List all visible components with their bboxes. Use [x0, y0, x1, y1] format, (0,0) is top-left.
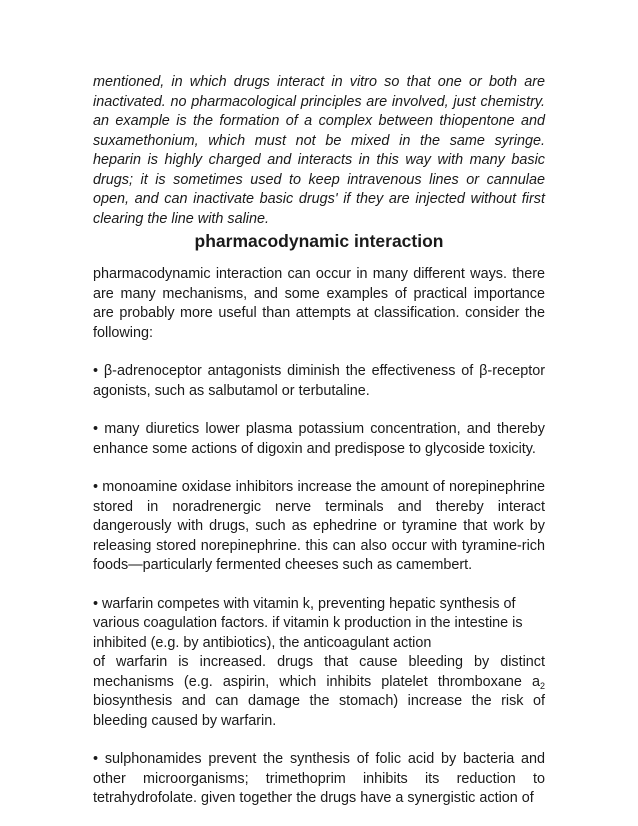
bullet-monoamine-oxidase: • monoamine oxidase inhibitors increase the amount of norepinephrine stored in noradrenergic nerve terminals and thereby interact dangerously with drugs, such as ephedrine or tyramine that work by releasing stored norepinephrine. this can also occur with tyramine-rich foods—particularly fermented cheeses such as camembert. [93, 479, 545, 573]
intro-paragraph: mentioned, in which drugs interact in vitro so that one or both are inactivated. no pharmacological principles are involved, just chemistry. an example is the formation of a complex between thiopentone and suxamethonium, which must not be mixed in the same syringe. heparin is highly charged and interacts in this way with many basic drugs; it is sometimes used to keep intravenous lines or cannulae open, and can inactivate basic drugs' if they are injected without first clearing the line with saline. [93, 74, 545, 227]
warfarin-line-1: • warfarin competes with vitamin k, preventing hepatic synthesis of various coagulation factors. if vitamin k production in the intestine is inhibited (e.g. by antibiotics), the anticoagulant action [93, 595, 523, 651]
bullet-diuretics: • many diuretics lower plasma potassium concentration, and thereby enhance some actions of digoxin and predispose to glycoside toxicity. [93, 421, 545, 457]
section-heading: pharmacodynamic interaction [194, 231, 444, 251]
bullet-beta-adrenoceptor: • β-adrenoceptor antagonists diminish the effectiveness of β-receptor agonists, such as salbutamol or terbutaline. [93, 363, 545, 399]
warfarin-text-3: biosynthesis and can damage the stomach) increase the risk of bleeding caused by warfarin. [93, 693, 545, 729]
warfarin-line-2 [93, 653, 545, 731]
subscript-2: 2 [539, 680, 545, 691]
document-page [93, 73, 545, 809]
bullet-sulphonamides: • sulphonamides prevent the synthesis of folic acid by bacteria and other microorganisms; trimethoprim inhibits its reduction to tetrahydrofolate. given together the drugs have a synergistic action of [93, 751, 545, 806]
bullet-warfarin [93, 595, 545, 732]
warfarin-text-2: of warfarin is increased. drugs that cause bleeding by distinct mechanisms (e.g. aspirin, which inhibits platelet thromboxane a [93, 654, 545, 690]
lead-paragraph: pharmacodynamic interaction can occur in many different ways. there are many mechanisms, and some examples of practical importance are probably more useful than attempts at classification. consider the following: [93, 266, 545, 341]
